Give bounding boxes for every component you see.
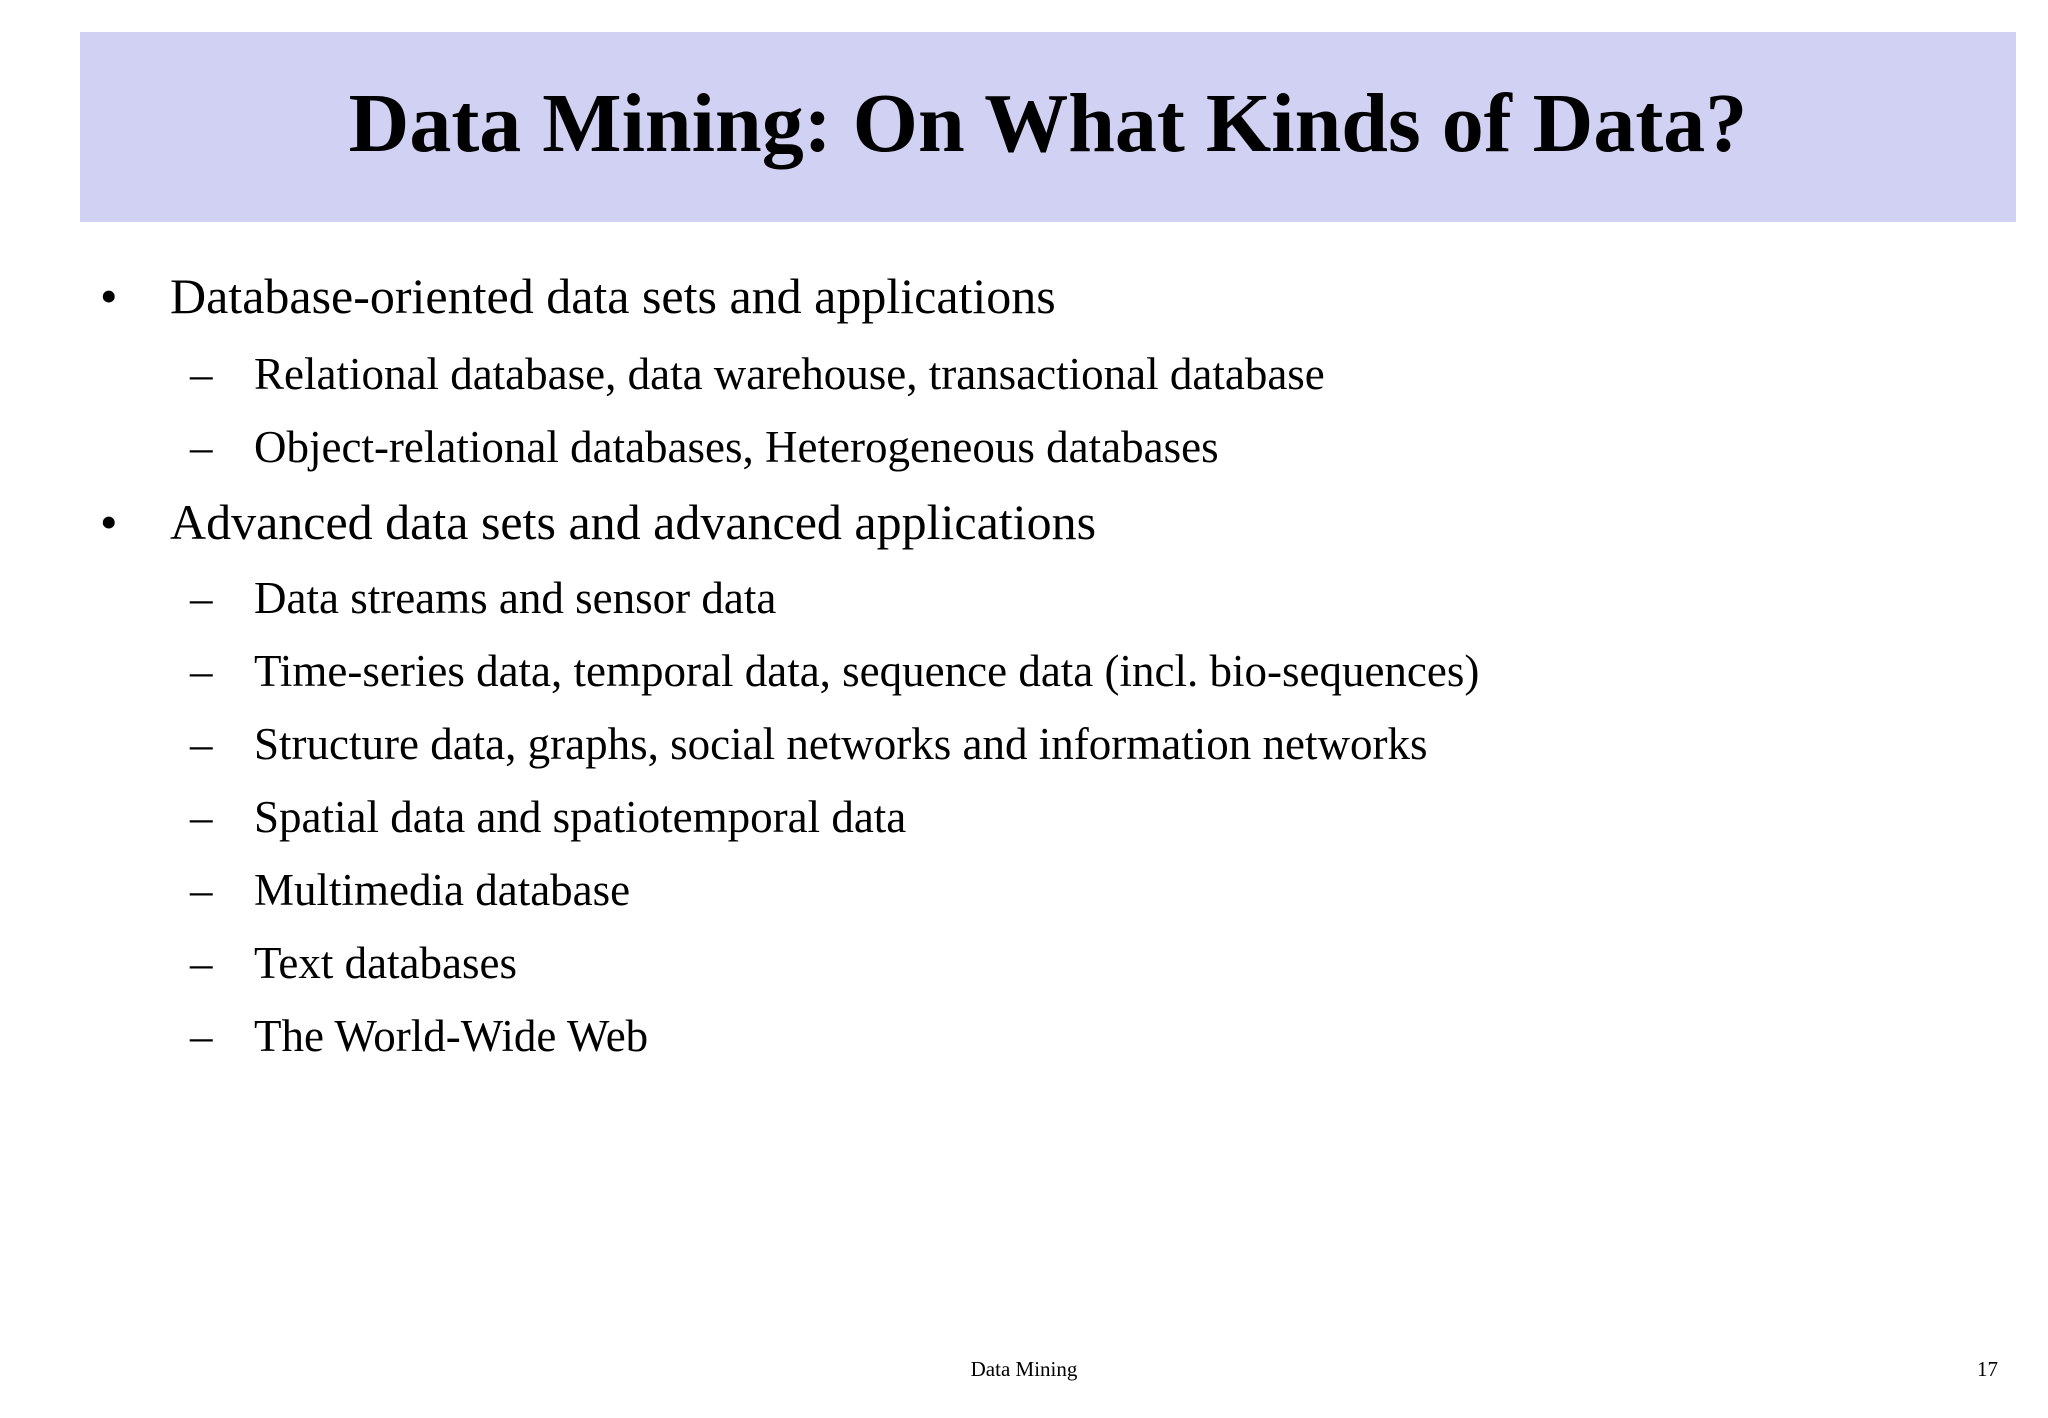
- dash-marker: –: [190, 792, 213, 842]
- page-number: 17: [1977, 1357, 1998, 1381]
- dash-marker: –: [190, 719, 213, 769]
- dash-marker: –: [190, 646, 213, 696]
- sub-bullet-text: Relational database, data warehouse, transactional database: [254, 349, 1325, 399]
- sub-bullet-text: The World-Wide Web: [254, 1011, 649, 1061]
- sub-bullet-text: Text databases: [254, 938, 517, 988]
- slide-title: Data Mining: On What Kinds of Data?: [348, 77, 1748, 170]
- sub-bullet-text: Object-relational databases, Heterogeneous databases: [254, 422, 1219, 472]
- dash-marker: –: [190, 349, 213, 399]
- sub-bullet-text: Structure data, graphs, social networks and information networks: [254, 719, 1428, 769]
- sub-bullet-text: Multimedia database: [254, 865, 631, 915]
- dash-marker: –: [190, 865, 213, 915]
- sub-bullet-text: Time-series data, temporal data, sequence data (incl. bio-sequences): [254, 646, 1480, 696]
- dash-marker: –: [190, 938, 213, 988]
- bullet-marker: •: [100, 494, 118, 550]
- bullet-text: Advanced data sets and advanced applications: [170, 494, 1097, 550]
- sub-bullet-text: Data streams and sensor data: [254, 573, 777, 623]
- bullet-marker: •: [100, 268, 118, 324]
- dash-marker: –: [190, 573, 213, 623]
- sub-bullet-text: Spatial data and spatiotemporal data: [254, 792, 907, 842]
- dash-marker: –: [190, 1011, 213, 1061]
- dash-marker: –: [190, 422, 213, 472]
- footer-title: Data Mining: [970, 1357, 1078, 1381]
- bullet-text: Database-oriented data sets and applications: [170, 268, 1056, 324]
